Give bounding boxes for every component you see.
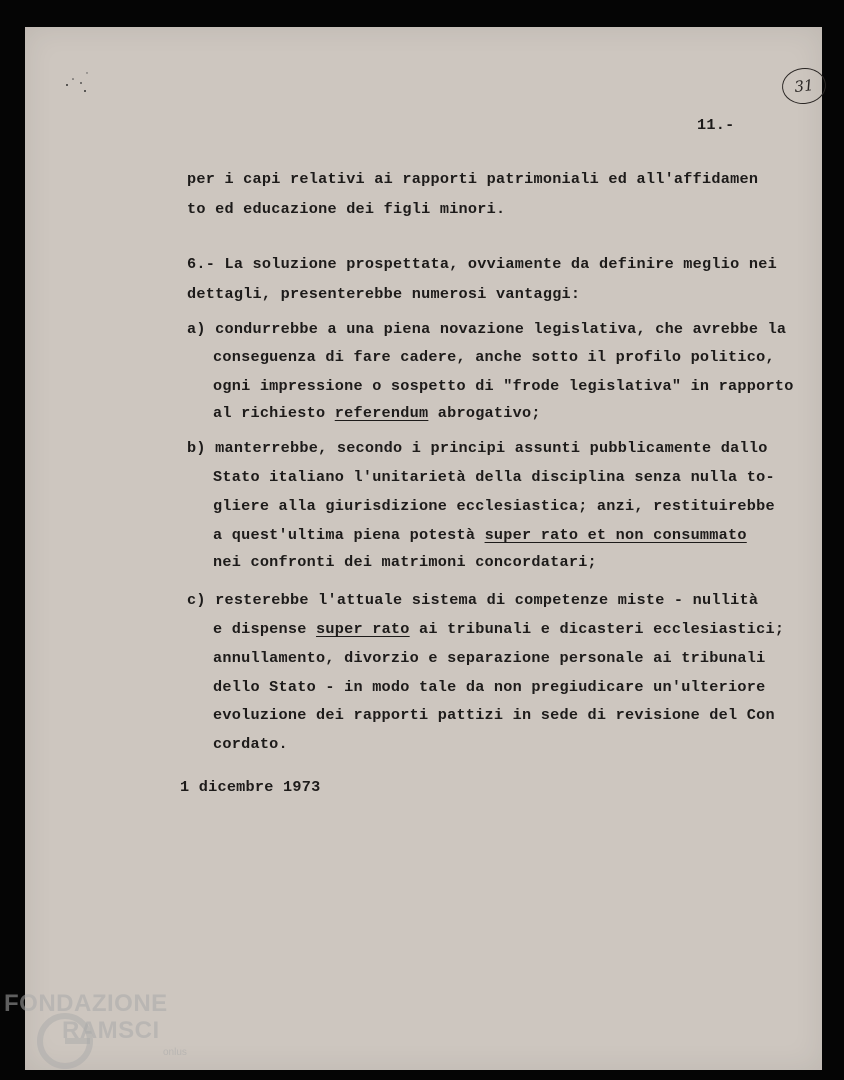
item-a-line-2: conseguenza di fare cadere, anche sotto il profilo politico, [213, 348, 775, 366]
archive-page-number: 31 [793, 76, 815, 96]
item-c-line-2 [213, 622, 784, 637]
item-c-line-2-post: ai tribunali e dicasteri ecclesiastici; [409, 620, 785, 638]
watermark-line-1: FONDAZIONE [4, 990, 168, 1017]
section6-line-1: 6.- La soluzione prospettata, ovviamente da definire meglio nei [187, 255, 777, 273]
underlined-super-rato-et-non-consummato: super rato et non consummato [484, 526, 747, 544]
item-c-line-1: c) resterebbe l'attuale sistema di competenze miste - nullità [187, 591, 759, 609]
item-b-line-4-pre: a quest'ultima piena potestà [213, 526, 485, 544]
item-c-line-5: evoluzione dei rapporti pattizi in sede di revisione del Con [213, 706, 775, 724]
item-a-line-1: a) condurrebbe a una piena novazione legislativa, che avrebbe la [187, 320, 787, 338]
section6-line-2: dettagli, presenterebbe numerosi vantaggi: [187, 285, 581, 303]
watermark-line-2: RAMSCI [62, 1017, 160, 1044]
page-number: 11.- [697, 116, 735, 134]
underlined-super-rato: super rato [316, 620, 410, 638]
item-a-line-4-post: abrogativo; [428, 404, 541, 422]
paper-specks [63, 65, 103, 95]
archive-page-stamp [780, 66, 828, 106]
underlined-referendum: referendum [334, 404, 429, 422]
fondazione-gramsci-watermark [4, 988, 214, 1078]
continuation-line-2: to ed educazione dei figli minori. [187, 200, 506, 218]
item-c-line-6: cordato. [213, 735, 288, 753]
item-b-line-5: nei confronti dei matrimoni concordatari; [213, 553, 597, 571]
item-b-line-2: Stato italiano l'unitarietà della disciplina senza nulla to- [213, 468, 775, 486]
item-b-line-3: gliere alla giurisdizione ecclesiastica; anzi, restituirebbe [213, 497, 775, 515]
item-b-line-1: b) manterrebbe, secondo i principi assunti pubblicamente dallo [187, 439, 768, 457]
item-a-line-4-pre: al richiesto [213, 404, 335, 422]
item-a-line-3: ogni impressione o sospetto di "frode legislativa" in rapporto [213, 377, 794, 395]
item-b-line-4 [213, 528, 747, 543]
item-a-line-4 [213, 406, 541, 421]
item-c-line-3: annullamento, divorzio e separazione personale ai tribunali [213, 649, 766, 667]
document-date: 1 dicembre 1973 [180, 778, 321, 796]
item-c-line-2-pre: e dispense [213, 620, 317, 638]
continuation-line-1: per i capi relativi ai rapporti patrimoniali ed all'affidamen [187, 170, 759, 188]
watermark-line-3: onlus [163, 1047, 187, 1058]
item-c-line-4: dello Stato - in modo tale da non pregiudicare un'ulteriore [213, 678, 766, 696]
